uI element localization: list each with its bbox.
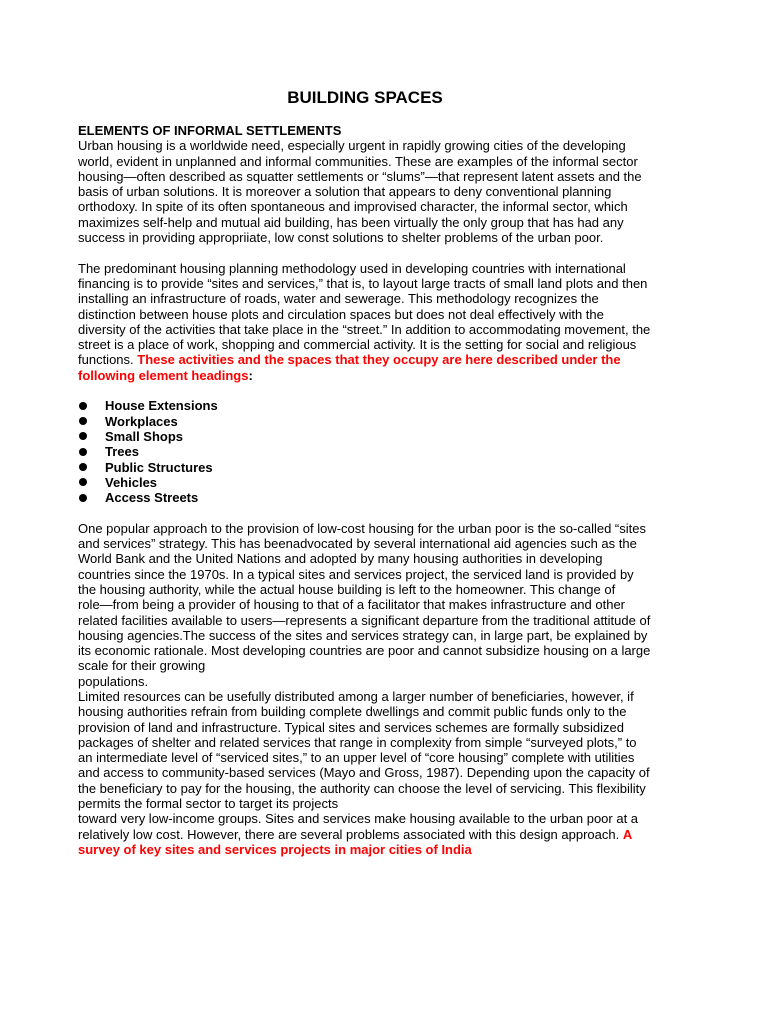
- paragraph-urban-housing: Urban housing is a worldwide need, especially urgent in rapidly growing cities of the developing world, evident in unplanned and informal communities. These are examples of the informal sector housing—often described as squatter settlements or “slums”—that represent latent assets and the basis of urban solutions. It is moreover a solution that appears to deny conventional planning orthodoxy. In spite of its often spontaneous and improvised character, the informal sector, which maximizes self-help and mutual aid building, has been virtually the only group that has had any success in providing appropriiate, low const solutions to shelter problems of the urban poor.: [78, 138, 642, 246]
- paragraph-planning-text: The predominant housing planning methodology used in developing countries with international financing is to provide “sites and services,” that is, to layout large tracts of small land plots and then installing an infrastructure of roads, water and sewerage. This methodology recognizes the distinction between house plots and circulation spaces but does not deal effectively with the diversity of the activities that take place in the “street.” In addition to accommodating movement, the street is a place of work, shopping and commercial activity. It is the setting for social and religious functions.: [78, 260, 651, 368]
- list-item: [78, 490, 652, 505]
- list-item: [78, 414, 652, 429]
- highlighted-element-headings-text: These activities and the spaces that they occupy are here described under the following element headings: [78, 352, 621, 383]
- list-item-label: Small Shops: [105, 428, 184, 444]
- list-item-label: Workplaces: [105, 413, 178, 429]
- paragraph-sites-services-line1: One popular approach to the provision of low-cost housing for the urban poor is the so-called “sites and services” strategy. This has beenadvocated by several international aid agencies such as the World Bank and the United Nations and adopted by many housing authorities in developing countries since the 1970s. In a typical sites and services project, the serviced land is provided by the housing authority, while the actual house building is left to the homeowner. This change of: [78, 520, 646, 597]
- paragraph-sites-services-line3: populations.: [78, 673, 149, 689]
- bullet-icon: [79, 494, 87, 502]
- list-item: [78, 429, 652, 444]
- paragraph-sites-services-line2: role—from being a provider of housing to that of a facilitator that makes infrastructure and other related facilities available to users—represents a significant departure from the traditional attitude of housing agencies.The success of the sites and services strategy can, in large part, be explained by its economic rationale. Most developing countries are poor and cannot subsidize housing on a large scale for their growing: [78, 597, 651, 674]
- colon: :: [248, 367, 253, 383]
- list-item-label: House Extensions: [105, 398, 218, 414]
- highlighted-survey-text: A survey of key sites and services projects in major cities of India: [78, 826, 632, 857]
- list-item-label: Trees: [105, 444, 139, 460]
- section-heading: ELEMENTS OF INFORMAL SETTLEMENTS: [78, 123, 342, 138]
- element-headings-list: [78, 398, 652, 505]
- bullet-icon: [79, 448, 87, 456]
- document-page: [78, 86, 652, 857]
- bullet-icon: [79, 478, 87, 486]
- paragraph-low-income-groups: [78, 811, 652, 857]
- list-item-label: Vehicles: [105, 474, 158, 490]
- document-title: BUILDING SPACES: [287, 88, 443, 107]
- list-item: [78, 475, 652, 490]
- bullet-icon: [79, 432, 87, 440]
- bullet-icon: [79, 463, 87, 471]
- list-item: [78, 398, 652, 413]
- list-item: [78, 460, 652, 475]
- bullet-icon: [79, 417, 87, 425]
- paragraph-limited-resources: Limited resources can be usefully distributed among a larger number of beneficiaries, however, if housing authorities refrain from building complete dwellings and commit public funds only to the provision of land and infrastructure. Typical sites and services schemes are formally subsidized packages of shelter and related services that range in complexity from simple “surveyed plots,” to an intermediate level of “serviced sites,” to an upper level of “core housing” complete with utilities and access to community-based services (Mayo and Gross, 1987). Depending upon the capacity of the beneficiary to pay for the housing, the authority can choose the level of servicing. This flexibility permits the formal sector to target its projects: [78, 688, 650, 812]
- paragraph-low-income-text: toward very low-income groups. Sites and services make housing available to the urban poor at a relatively low cost. However, there are several problems associated with this design approach.: [78, 811, 639, 842]
- paragraph-planning-methodology: [78, 261, 652, 383]
- list-item-label: Access Streets: [105, 490, 199, 506]
- list-item-label: Public Structures: [105, 459, 213, 475]
- bullet-icon: [79, 402, 87, 410]
- list-item: [78, 444, 652, 459]
